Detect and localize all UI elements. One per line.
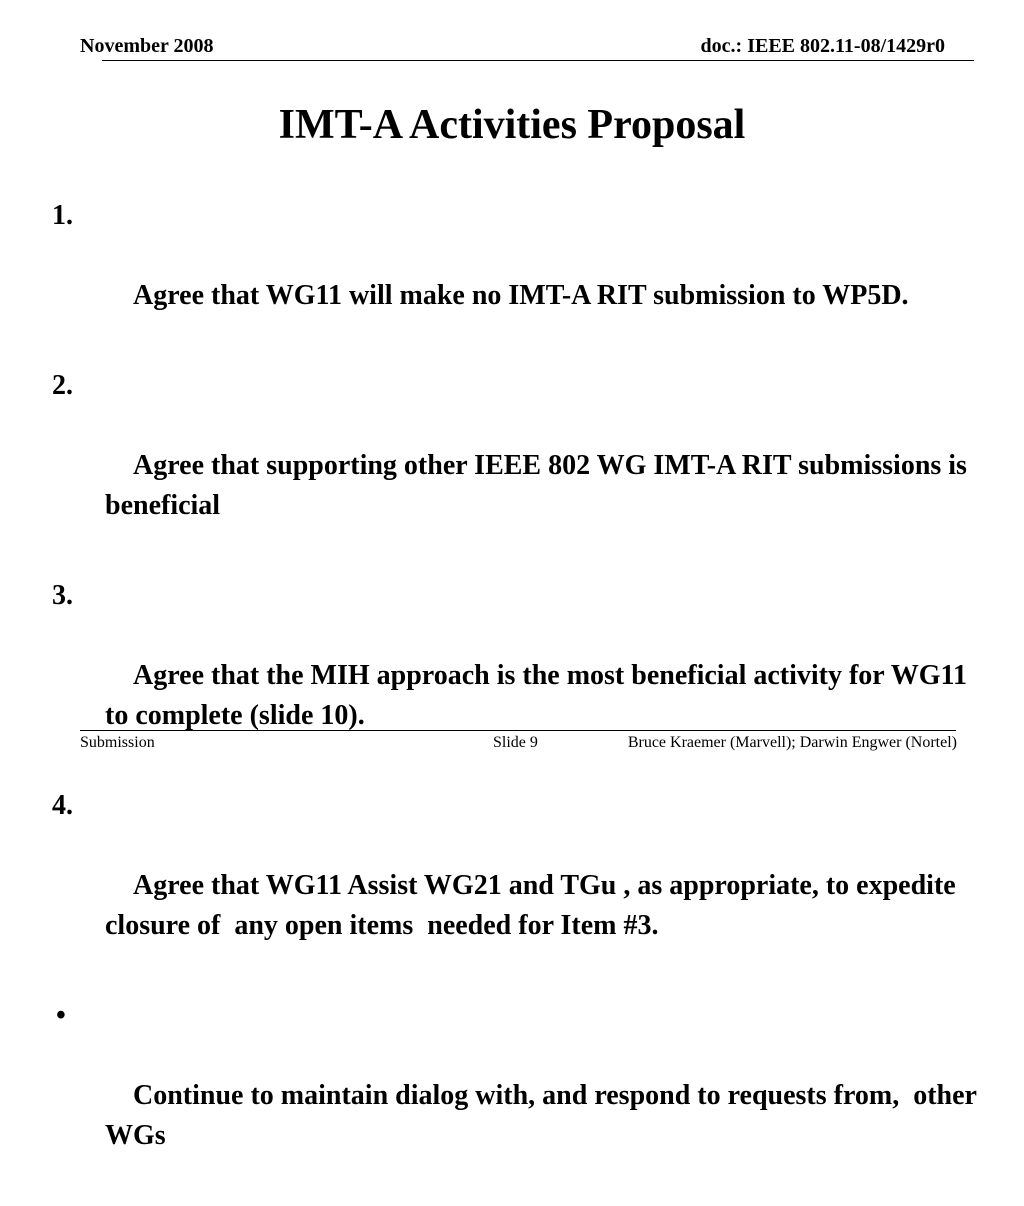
item-number: 3. bbox=[52, 580, 73, 611]
item-text: Continue to maintain dialog with, and respond to requests from, other WGs bbox=[105, 1080, 983, 1151]
footer-submission-label: Submission bbox=[80, 734, 155, 751]
item-text: Agree that supporting other IEEE 802 WG IMT-A RIT submissions is beneficial bbox=[105, 450, 974, 521]
item-number: 2. bbox=[52, 370, 73, 401]
item-text: Agree that WG11 will make no IMT-A RIT submission to WP5D. bbox=[133, 280, 909, 311]
list-item bbox=[52, 996, 982, 1196]
footer-authors: Bruce Kraemer (Marvell); Darwin Engwer (Nortel) bbox=[627, 734, 957, 751]
header-document-id: doc.: IEEE 802.11-08/1429r0 bbox=[700, 35, 945, 57]
bullet-icon: • bbox=[56, 1000, 66, 1031]
header-date: November 2008 bbox=[80, 35, 214, 57]
item-number: 4. bbox=[52, 790, 73, 821]
item-text: Agree that WG11 Assist WG21 and TGu , as appropriate, to expedite closure of any open items needed for Item #3. bbox=[105, 870, 963, 941]
item-text: Agree that the MIH approach is the most beneficial activity for WG11 to complete (slide 10). bbox=[105, 660, 974, 731]
footer-divider bbox=[80, 730, 956, 731]
slide-title: IMT-A Activities Proposal bbox=[278, 102, 746, 148]
header-divider bbox=[102, 60, 974, 61]
footer-slide-number: Slide 9 bbox=[493, 734, 538, 751]
proposal-list bbox=[52, 196, 982, 1206]
list-item bbox=[52, 786, 982, 986]
list-item bbox=[52, 366, 982, 566]
list-item bbox=[52, 196, 982, 356]
item-number: 1. bbox=[52, 200, 73, 231]
